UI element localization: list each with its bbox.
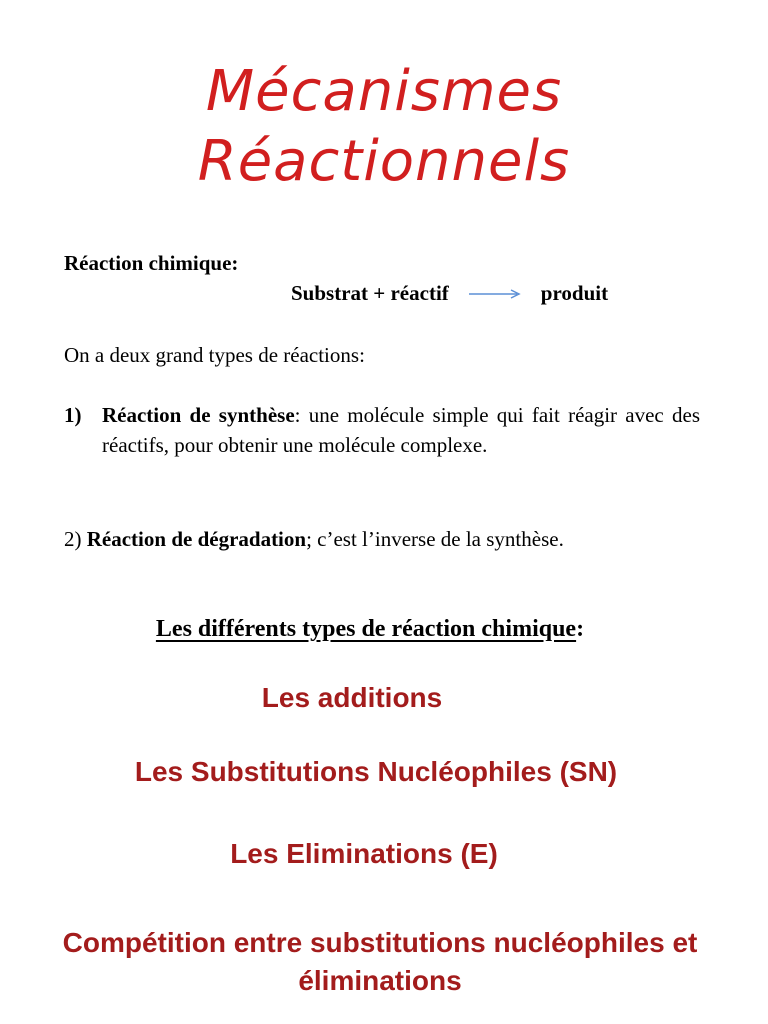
section-heading-colon: : xyxy=(576,616,585,642)
arrow-right-icon xyxy=(467,287,527,301)
type-substitutions: Les Substitutions Nucléophiles (SN) xyxy=(134,756,618,787)
list-number: 1) xyxy=(64,403,82,427)
list-item-body xyxy=(102,400,700,460)
term-synthesis: Réaction de synthèse xyxy=(102,403,295,427)
reaction-heading: Réaction chimique: xyxy=(64,251,239,275)
type-additions: Les additions xyxy=(261,682,443,713)
equation-reactants: Substrat + réactif xyxy=(291,281,449,305)
type-competition: Compétition entre substitutions nucléophiles et éliminations xyxy=(62,927,698,996)
intro-text: On a deux grand types de réactions: xyxy=(64,343,365,367)
term-degradation: Réaction de dégradation xyxy=(86,527,307,551)
title-line-1: Mécanismes xyxy=(205,59,563,124)
section-heading xyxy=(0,614,740,644)
degradation-definition: ; c’est l’inverse de la synthèse. xyxy=(306,527,564,551)
synthesis-definition: : une molécule simple qui fait réagir avec des réactifs, pour obtenir une molécule complexe. xyxy=(102,403,700,457)
list-item-degradation xyxy=(64,524,700,554)
equation-product: produit xyxy=(540,281,609,305)
section-heading-text: Les différents types de réaction chimique xyxy=(155,616,577,642)
title-line-2: Réactionnels xyxy=(197,129,571,194)
list-item-synthesis xyxy=(64,400,700,460)
reaction-equation xyxy=(291,280,608,307)
type-eliminations: Les Eliminations (E) xyxy=(230,838,498,869)
list-number: 2) xyxy=(64,527,87,551)
